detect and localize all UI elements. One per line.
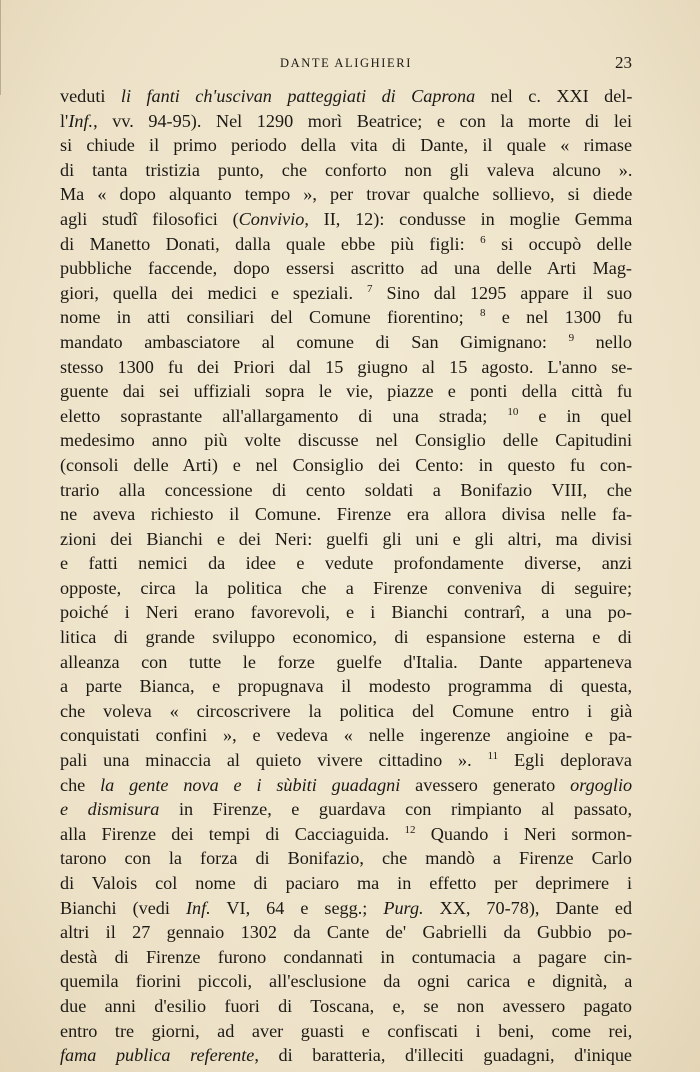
text-segment: li fanti ch'uscivan patteggiati di Caprona [120, 86, 476, 106]
text-segment: Convivio [238, 208, 305, 229]
text-segment: in Firenze, e guardava con rimpianto al passato, [159, 799, 632, 820]
text-segment: quemila fiorini piccoli, all'esclusione da ogni carica e dignità, a [60, 971, 633, 992]
text-line [60, 207, 632, 232]
text-segment: guente dai sei uffiziali sopra le vie, piazze e ponti della città fu [60, 381, 632, 402]
running-head: DANTE ALIGHIERI [280, 56, 412, 70]
text-segment: mandato ambasciatore al comune di San Gimignano: [60, 331, 569, 352]
footnote-ref: 8 [480, 307, 486, 320]
text-segment: , di baratteria, d'illeciti guadagni, d'inique [254, 1045, 632, 1066]
text-line [60, 84, 632, 109]
text-segment: eletto soprastante all'allargamento di una strada; [60, 405, 508, 426]
page-edge-mark [0, 0, 7, 95]
text-segment: fama publica referente [60, 1045, 255, 1066]
text-segment: Quando i Neri sormon- [415, 823, 633, 844]
text-segment: Ma « dopo alquanto tempo », per trovar qualche sollievo, si diede [60, 184, 633, 205]
text-line [60, 650, 632, 675]
text-line [60, 748, 632, 773]
text-segment: litica di grande sviluppo economico, di espansione esterna e di [60, 627, 632, 648]
text-segment: medesimo anno più volte discusse nel Consiglio delle Capitudini [60, 430, 632, 451]
text-segment: avessero generato [400, 774, 571, 795]
text-line [60, 920, 632, 945]
page-header [60, 53, 632, 75]
text-segment: Inf. [185, 897, 211, 918]
text-segment: giori, quella dei medici e speziali. [60, 282, 367, 303]
footnote-ref: 10 [507, 405, 519, 418]
text-line [60, 330, 632, 355]
text-line [60, 945, 632, 970]
text-segment: si chiude il primo periodo della vita di Dante, il quale « rimase [60, 135, 633, 156]
text-segment: trario alla concessione di cento soldati a Bonifazio VIII, che [60, 479, 632, 500]
text-segment: VI, 64 e segg.; [210, 897, 384, 918]
text-segment: la gente nova e i sùbiti guadagni [100, 774, 401, 795]
text-segment: Egli deplorava [498, 750, 632, 771]
text-segment: di tanta tristizia punto, che conforto non gli valeva alcuno ». [60, 159, 633, 180]
page-number: 23 [615, 53, 632, 72]
text-line [60, 478, 632, 503]
footnote-ref: 6 [480, 233, 486, 246]
text-line [60, 158, 632, 183]
text-line [60, 846, 632, 871]
text-line [60, 699, 632, 724]
text-segment: altri il 27 gennaio 1302 da Cante de' Gabrielli da Gubbio po- [60, 922, 633, 943]
text-segment: nome in atti consiliari del Comune fiorentino; [60, 307, 481, 328]
text-line [60, 600, 632, 625]
text-line [60, 896, 632, 921]
text-segment: , vv. 94-95). Nel 1290 morì Beatrice; e con la morte di lei [93, 110, 632, 131]
footnote-ref: 9 [568, 331, 575, 344]
text-line [60, 109, 632, 134]
text-segment: e nel 1300 fu [485, 307, 633, 328]
text-segment: tarono con la forza di Bonifazio, che mandò a Firenze Carlo [60, 848, 632, 869]
text-line [60, 305, 632, 330]
text-segment: che voleva « circoscrivere la politica del Comune entro i già [60, 700, 633, 721]
text-line [60, 527, 632, 552]
text-segment: Inf. [68, 110, 94, 131]
text-line [60, 281, 632, 306]
text-line [60, 502, 632, 527]
text-line [60, 551, 632, 576]
text-segment: a parte Bianca, e propugnava il modesto programma di questa, [60, 676, 633, 697]
text-line [60, 182, 632, 207]
text-line [60, 674, 632, 699]
text-segment: orgoglio [570, 774, 633, 795]
text-segment: l' [60, 110, 69, 131]
text-line [60, 355, 632, 380]
text-line [60, 969, 632, 994]
text-segment: ne aveva richiesto il Comune. Firenze era allora divisa nelle fa- [60, 504, 633, 525]
text-segment: opposte, circa la politica che a Firenze conveniva di seguire; [60, 577, 632, 598]
text-line [60, 994, 632, 1019]
text-segment: zioni dei Bianchi e dei Neri: guelfi gli uni e gli altri, ma divisi [60, 528, 632, 549]
text-segment: alla Firenze dei tempi di Cacciaguida. [60, 823, 405, 844]
text-segment: XX, 70-78), Dante ed [423, 897, 633, 918]
text-segment: alleanza con tutte le forze guelfe d'Italia. Dante apparteneva [60, 651, 632, 672]
footnote-ref: 7 [367, 282, 373, 295]
text-segment: Sino dal 1295 appare il suo [372, 282, 633, 303]
text-segment: entro tre giorni, ad aver guasti e confiscati i beni, come rei, [60, 1020, 633, 1041]
text-line [60, 1019, 632, 1044]
text-line [60, 133, 632, 158]
text-segment: pubbliche faccende, dopo essersi ascritto ad una delle Arti Mag- [60, 258, 632, 279]
text-line [60, 723, 632, 748]
text-line [60, 797, 632, 822]
text-segment: due anni d'esilio fuori di Toscana, e, se non avessero pagato [60, 995, 633, 1016]
text-line [60, 773, 632, 798]
text-segment: di Valois col nome di paciaro ma in effetto per deprimere i [60, 873, 633, 893]
text-line [60, 822, 632, 847]
text-line [60, 871, 632, 896]
text-segment: Bianchi (vedi [60, 897, 186, 918]
text-line [60, 576, 632, 601]
text-segment: stesso 1300 fu dei Priori dal 15 giugno al 15 agosto. L'anno se- [60, 356, 633, 377]
text-line [60, 453, 632, 478]
text-segment: pali una minaccia al quieto vivere cittadino ». [60, 750, 488, 771]
footnote-ref: 11 [487, 750, 499, 763]
body-text [60, 84, 632, 1068]
text-segment: che [60, 774, 101, 795]
text-line [60, 232, 632, 257]
text-segment: , II, 12): condusse in moglie Gemma [304, 208, 633, 229]
text-segment: (consoli delle Arti) e nel Consiglio dei Cento: in questo fu con- [60, 454, 633, 475]
text-segment: nel c. XXI del- [475, 86, 633, 106]
text-segment: conquistati confini », e vedeva « nelle ingerenze angioine e pa- [60, 725, 633, 746]
text-segment: veduti [60, 86, 121, 106]
text-segment: agli studî filosofici ( [60, 208, 239, 229]
text-segment: Purg. [383, 897, 424, 918]
text-segment: poiché i Neri erano favorevoli, e i Bianchi contrarî, a una po- [60, 602, 632, 623]
text-line [60, 256, 632, 281]
text-segment: di Manetto Donati, dalla quale ebbe più figli: [60, 233, 481, 254]
text-segment: si occupò delle [485, 233, 632, 254]
text-line [60, 404, 632, 429]
text-line [60, 625, 632, 650]
text-segment: nello [574, 331, 632, 352]
text-line [60, 379, 632, 404]
footnote-ref: 12 [404, 823, 416, 836]
text-line [60, 1043, 632, 1068]
text-segment: destà di Firenze furono condannati in contumacia a pagare cin- [60, 946, 633, 967]
text-segment: e in quel [518, 405, 632, 426]
text-line [60, 428, 632, 453]
text-segment: e dismisura [60, 799, 160, 820]
text-segment: e fatti nemici da idee e vedute profondamente diverse, anzi [60, 553, 632, 574]
